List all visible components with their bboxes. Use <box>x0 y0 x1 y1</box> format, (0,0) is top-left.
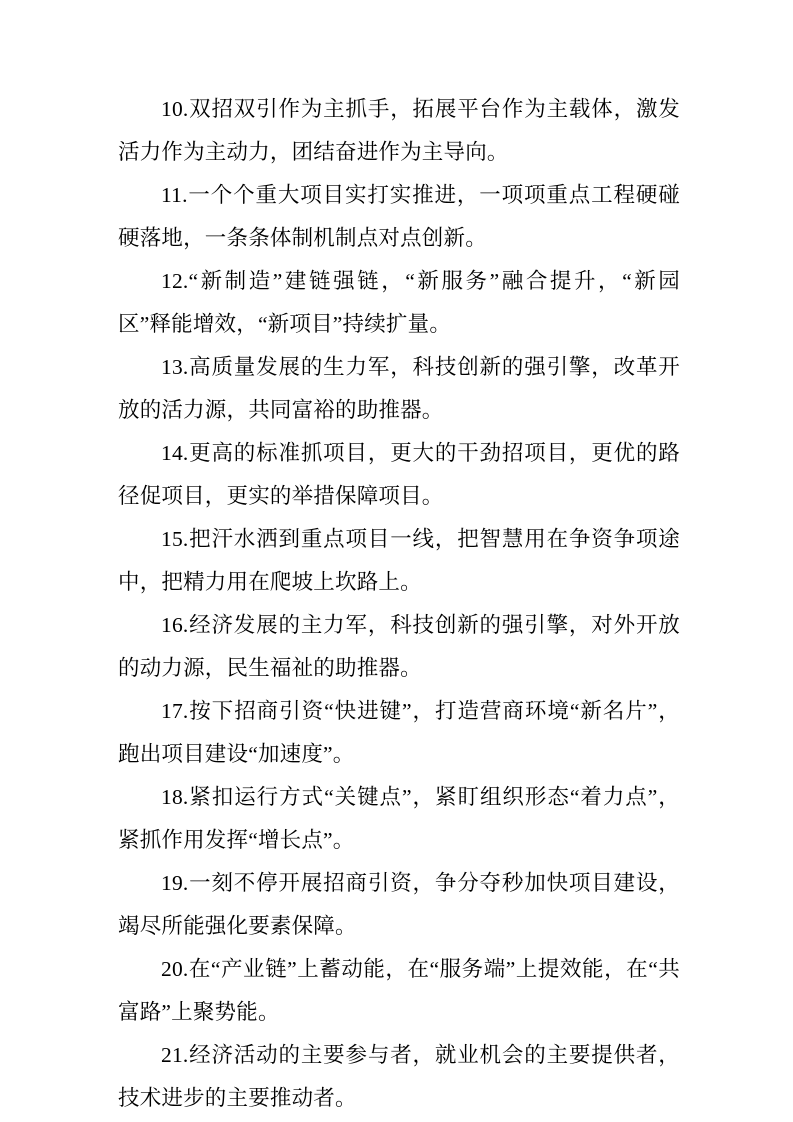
document-body <box>118 88 680 1120</box>
paragraph-18: 18.紧扣运行方式“关键点”，紧盯组织形态“着力点”，紧抓作用发挥“增长点”。 <box>118 785 680 852</box>
paragraph-13: 13.高质量发展的生力军，科技创新的强引擎，改革开放的活力源，共同富裕的助推器。 <box>118 355 680 422</box>
paragraph-15: 15.把汗水洒到重点项目一线，把智慧用在争资争项途中，把精力用在爬坡上坎路上。 <box>118 527 680 594</box>
paragraph-14: 14.更高的标准抓项目，更大的干劲招项目，更优的路径促项目，更实的举措保障项目。 <box>118 441 680 508</box>
paragraph-11: 11.一个个重大项目实打实推进，一项项重点工程硬碰硬落地，一条条体制机制点对点创新。 <box>118 183 680 250</box>
paragraph-19: 19.一刻不停开展招商引资，争分夺秒加快项目建设，竭尽所能强化要素保障。 <box>118 871 680 938</box>
paragraph-17: 17.按下招商引资“快进键”，打造营商环境“新名片”，跑出项目建设“加速度”。 <box>118 699 680 766</box>
paragraph-20: 20.在“产业链”上蓄动能，在“服务端”上提效能，在“共富路”上聚势能。 <box>118 957 680 1024</box>
paragraph-21: 21.经济活动的主要参与者，就业机会的主要提供者，技术进步的主要推动者。 <box>118 1043 680 1110</box>
paragraph-12: 12.“新制造”建链强链，“新服务”融合提升，“新园区”释能增效，“新项目”持续扩量。 <box>118 269 680 336</box>
paragraph-10: 10.双招双引作为主抓手，拓展平台作为主载体，激发活力作为主动力，团结奋进作为主导向。 <box>118 97 680 164</box>
paragraph-16: 16.经济发展的主力军，科技创新的强引擎，对外开放的动力源，民生福祉的助推器。 <box>118 613 680 680</box>
